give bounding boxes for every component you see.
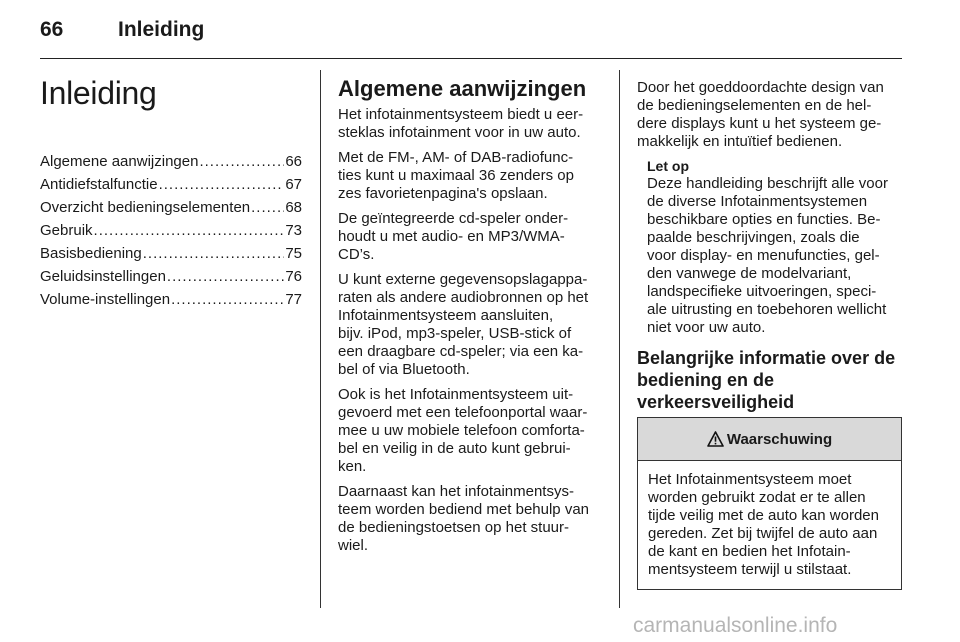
toc-entry-page: 77 <box>285 291 302 308</box>
toc-entry-page: 75 <box>285 245 302 262</box>
column-divider-2 <box>619 70 620 608</box>
warning-header <box>638 418 901 461</box>
toc-entry-label: Antidiefstalfunctie <box>40 176 158 193</box>
note-title: Let op <box>647 158 689 174</box>
toc-entry-page: 66 <box>285 153 302 170</box>
section-body <box>338 106 602 555</box>
body-paragraph: De geïntegreerde cd-speler onder- houdt u met audio- en MP3/WMA- CD’s. <box>338 210 569 263</box>
toc-entry-label: Basisbediening <box>40 245 142 262</box>
toc-entry[interactable] <box>40 221 302 240</box>
warning-title: Waarschuwing <box>726 430 833 448</box>
body-paragraph: Met de FM-, AM- of DAB-radiofunc- ties kunt u maximaal 36 zenders op zes favorietenpagina's opslaan. <box>338 149 574 202</box>
chapter-title: Inleiding <box>40 75 157 111</box>
toc-entry[interactable] <box>40 244 302 263</box>
toc-column <box>40 75 302 313</box>
note-block <box>647 158 902 337</box>
toc-entry-label: Overzicht bedieningselementen <box>40 199 251 216</box>
page-number: 66 <box>40 18 64 41</box>
toc-leader-dots <box>94 221 285 240</box>
section-title: Algemene aanwijzingen <box>338 76 587 101</box>
toc-leader-dots <box>143 244 285 263</box>
intro-paragraph: Door het goeddoordachte design van de bedieningselementen en de hel- dere displays kunt u het systeem ge- makkelijk en intuïtief bedienen. <box>637 79 884 150</box>
table-of-contents <box>40 152 302 309</box>
toc-leader-dots <box>199 152 284 171</box>
toc-entry[interactable] <box>40 175 302 194</box>
body-paragraph: Ook is het Infotainmentsysteem uit- gevoerd met een telefoonportal waar- mee u uw mobiele telefoon comforta- bel en veilig in de auto kunt gebrui- ken. <box>338 386 588 475</box>
body-paragraph: Daarnaast kan het infotainmentsys- teem worden bediend met behulp van de bedieningstoetsen op het stuur- wiel. <box>338 483 590 554</box>
toc-leader-dots <box>171 290 284 309</box>
toc-entry-label: Gebruik <box>40 222 93 239</box>
toc-entry-page: 73 <box>285 222 302 239</box>
toc-leader-dots <box>167 267 284 286</box>
warning-triangle-icon <box>707 431 724 447</box>
toc-leader-dots <box>159 175 285 194</box>
warning-body: Het Infotainmentsysteem moet worden gebruikt zodat er te allen tijde veilig met de auto kan worden gereden. Zet bij twijfel de auto aan de kant en bedien het Infotain- mentsysteem terwijl u stilstaat. <box>648 471 879 578</box>
warning-box <box>637 417 902 590</box>
note-body: Deze handleiding beschrijft alle voor de diverse Infotainmentsystemen beschikbare opties en functies. Be- paalde beschrijvingen, zoals die voor display- en menufuncties, gel- den vanwege de modelvariant, landspecifieke uitvoeringen, speci- ale uitrusting en toebehoren wellicht niet voor uw auto. <box>647 175 888 336</box>
toc-entry[interactable] <box>40 267 302 286</box>
column-divider-1 <box>320 70 321 608</box>
body-paragraph: Het infotainmentsysteem biedt u eer- steklas infotainment voor in uw auto. <box>338 106 584 141</box>
body-paragraph: U kunt externe gegevensopslagappa- raten als andere audiobronnen op het Infotainmentsysteem aansluiten, bijv. iPod, mp3-speler, USB-stick of een draagbare cd-speler; via een ka- bel of via Bluetooth. <box>338 271 589 378</box>
toc-entry[interactable] <box>40 198 302 217</box>
toc-entry-page: 76 <box>285 268 302 285</box>
section-column <box>338 76 602 562</box>
toc-entry[interactable] <box>40 152 302 171</box>
subheading: Belangrijke informatie over de bediening en de verkeersveiligheid <box>637 348 896 412</box>
toc-entry-label: Volume-instellingen <box>40 291 171 308</box>
toc-entry-label: Geluidsinstellingen <box>40 268 166 285</box>
header-rule <box>40 58 902 59</box>
running-title: Inleiding <box>118 18 205 41</box>
toc-entry[interactable] <box>40 290 302 309</box>
toc-leader-dots <box>251 198 284 217</box>
watermark: carmanualsonline.info <box>633 614 838 637</box>
toc-entry-page: 68 <box>285 199 302 216</box>
toc-entry-page: 67 <box>285 176 302 193</box>
info-column <box>637 79 902 590</box>
toc-entry-label: Algemene aanwijzingen <box>40 153 199 170</box>
